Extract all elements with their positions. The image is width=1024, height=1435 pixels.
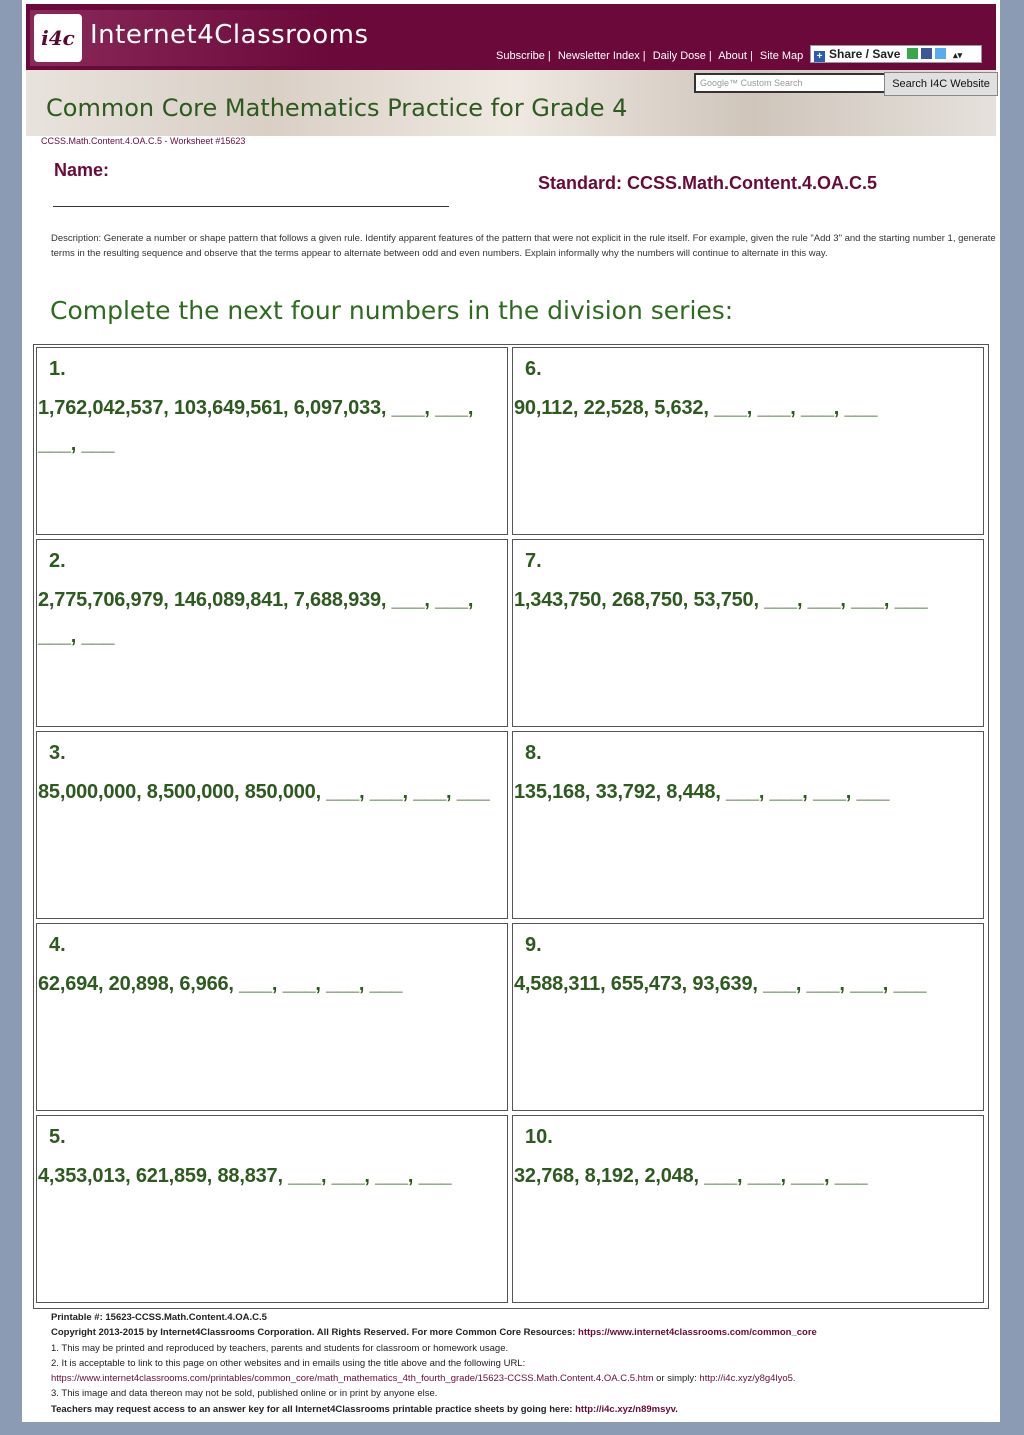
problem-cell xyxy=(36,539,508,727)
problem-sequence: 85,000,000, 8,500,000, 850,000, ___, ___, ___, ___ xyxy=(38,781,490,803)
problem-number: 7. xyxy=(525,550,542,572)
problem-cell xyxy=(512,923,984,1111)
site-header xyxy=(26,4,996,70)
copyright-text: Copyright 2013-2015 by Internet4Classrooms Corporation. All Rights Reserved. For more Common Core Resources: xyxy=(51,1327,576,1339)
problem-sequence: 1,762,042,537, 103,649,561, 6,097,033, ___, ___, ___, ___ xyxy=(38,397,474,455)
nav-separator: | xyxy=(749,50,753,62)
nav-subscribe[interactable]: Subscribe xyxy=(496,50,545,62)
instruction: Complete the next four numbers in the division series: xyxy=(50,296,734,325)
nav-site-map[interactable]: Site Map xyxy=(759,50,804,62)
facebook-icon xyxy=(921,48,932,59)
nav-separator: | xyxy=(547,50,551,62)
chevron-updown-icon: ▴▾ xyxy=(953,50,963,60)
nav-separator: | xyxy=(708,50,712,62)
logo-badge: i4c xyxy=(34,14,82,62)
problem-cell xyxy=(512,731,984,919)
problem-sequence: 90,112, 22,528, 5,632, ___, ___, ___, ___ xyxy=(514,397,878,419)
url-mid-text: or simply: xyxy=(653,1373,700,1385)
share-label: Share / Save xyxy=(829,47,901,61)
problem-number: 10. xyxy=(525,1126,553,1148)
problem-number: 6. xyxy=(525,358,542,380)
answer-key-link[interactable]: http://i4c.xyz/n89msyv xyxy=(575,1403,676,1415)
logo-text: Internet4Classrooms xyxy=(90,20,369,50)
url-line xyxy=(51,1371,991,1386)
name-line xyxy=(53,206,449,207)
problem-number: 2. xyxy=(49,550,66,572)
long-url-link[interactable]: https://www.internet4classrooms.com/printables/common_core/math_mathematics_4th_fourth_grade/15623-CCSS.Math.Content.4.OA.C.5.htm xyxy=(51,1373,654,1385)
site-logo[interactable] xyxy=(30,10,369,66)
standard-label: Standard: CCSS.Math.Content.4.OA.C.5 xyxy=(538,173,878,193)
search-button[interactable]: Search I4C Website xyxy=(884,72,998,96)
problem-cell xyxy=(512,347,984,535)
twitter-icon xyxy=(935,48,946,59)
breadcrumb: CCSS.Math.Content.4.OA.C.5 - Worksheet #15623 xyxy=(41,136,246,146)
copyright xyxy=(51,1325,991,1340)
description: Description: Generate a number or shape pattern that follows a given rule. Identify apparent features of the pattern that were not explicit in the rule itself. For example, given the rule "Add 3" and the starting number 1, generate terms in the resulting sequence and observe that the terms appear to alternate between odd and even numbers. Explain informally why the numbers will continue to alternate in this way. xyxy=(51,233,996,259)
top-navigation xyxy=(496,50,803,62)
problem-sequence: 32,768, 8,192, 2,048, ___, ___, ___, ___ xyxy=(514,1165,868,1187)
problem-number: 1. xyxy=(49,358,66,380)
answer-key-text: Teachers may request access to an answer key for all Internet4Classrooms printable practice sheets by going here: xyxy=(51,1403,573,1415)
answer-end: . xyxy=(675,1403,678,1415)
usage-note-1: 1. This may be printed and reproduced by teachers, parents and students for classroom or homework usage. xyxy=(51,1342,509,1354)
share-plus-icon: + xyxy=(814,51,825,62)
problem-sequence: 4,588,311, 655,473, 93,639, ___, ___, ___, ___ xyxy=(514,973,927,995)
share-save-button[interactable] xyxy=(810,45,982,63)
footer xyxy=(51,1310,991,1417)
problem-cell xyxy=(36,731,508,919)
nav-newsletter-index[interactable]: Newsletter Index xyxy=(557,50,640,62)
problem-number: 5. xyxy=(49,1126,66,1148)
short-url-link[interactable]: http://i4c.xyz/y8g4lyo5 xyxy=(699,1373,793,1385)
url-end: . xyxy=(792,1373,796,1385)
email-share-icon xyxy=(907,48,918,59)
problem-number: 3. xyxy=(49,742,66,764)
worksheet-page xyxy=(22,0,1000,1422)
problem-cell xyxy=(36,923,508,1111)
printable-number: Printable #: 15623-CCSS.Math.Content.4.OA.C.5 xyxy=(51,1312,267,1323)
usage-note-3: 3. This image and data thereon may not be sold, published online or in print by anyone else. xyxy=(51,1388,438,1400)
answer-key-note xyxy=(51,1402,991,1417)
nav-about[interactable]: About xyxy=(718,50,747,62)
header-banner xyxy=(26,70,996,136)
problem-number: 9. xyxy=(525,934,542,956)
name-label: Name: xyxy=(54,160,110,180)
problem-grid xyxy=(33,344,989,1309)
problem-sequence: 2,775,706,979, 146,089,841, 7,688,939, ___, ___, ___, ___ xyxy=(38,589,474,647)
problem-cell xyxy=(512,1115,984,1303)
page-title: Common Core Mathematics Practice for Grade 4 xyxy=(46,94,628,122)
problem-number: 8. xyxy=(525,742,542,764)
common-core-link[interactable]: https://www.internet4classrooms.com/common_core xyxy=(578,1327,817,1339)
problem-sequence: 62,694, 20,898, 6,966, ___, ___, ___, ___ xyxy=(38,973,403,995)
problem-sequence: 4,353,013, 621,859, 88,837, ___, ___, ___, ___ xyxy=(38,1165,452,1187)
problem-sequence: 135,168, 33,792, 8,448, ___, ___, ___, ___ xyxy=(514,781,890,803)
problem-cell xyxy=(36,347,508,535)
usage-note-2: 2. It is acceptable to link to this page on other websites and in emails using the title above and the following URL: xyxy=(51,1357,526,1369)
nav-separator: | xyxy=(642,50,646,62)
nav-daily-dose[interactable]: Daily Dose xyxy=(652,50,706,62)
problem-sequence: 1,343,750, 268,750, 53,750, ___, ___, ___, ___ xyxy=(514,589,928,611)
problem-number: 4. xyxy=(49,934,66,956)
search-input[interactable]: Google™ Custom Search xyxy=(694,73,886,93)
problem-cell xyxy=(36,1115,508,1303)
problem-cell xyxy=(512,539,984,727)
